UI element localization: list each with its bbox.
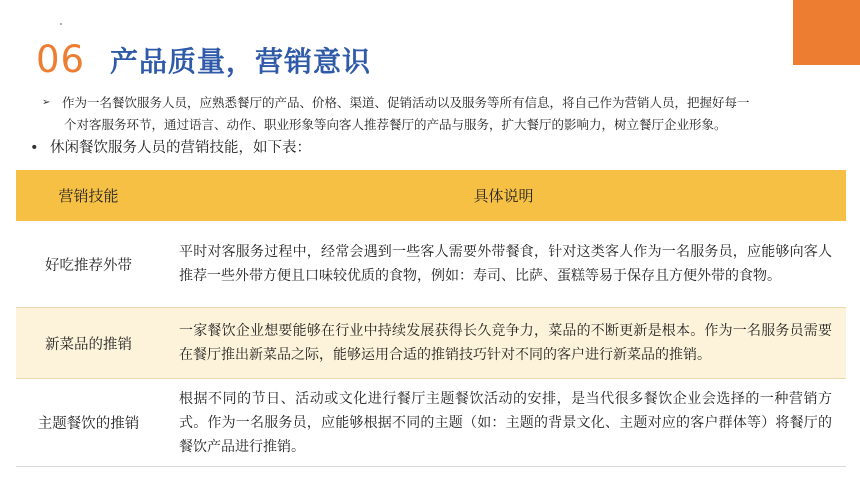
marketing-skills-table [16, 170, 846, 467]
header-skill: 营销技能 [16, 170, 161, 221]
description-cell: 根据不同的节日、活动或文化进行餐厅主题餐饮活动的安排，是当代很多餐饮企业会选择的一种营销方式。作为一名服务员，应能够根据不同的主题（如：主题的背景文化、主题对应的客户群体等）将餐厅的餐饮产品进行推销。 [161, 379, 846, 467]
skill-cell: 好吃推荐外带 [16, 221, 161, 308]
skill-cell: 新菜品的推销 [16, 308, 161, 379]
decorative-dot [60, 23, 62, 25]
section-title: 产品质量，营销意识 [110, 45, 372, 78]
bullet-icon: • [30, 140, 39, 156]
table-row [16, 379, 846, 467]
table-row [16, 221, 846, 308]
arrow-bullet-icon: ➢ [42, 97, 51, 108]
table-header-row [16, 170, 846, 221]
skill-cell: 主题餐饮的推销 [16, 379, 161, 467]
table-row [16, 308, 846, 379]
intro-paragraph [42, 92, 802, 136]
intro-line-1: 作为一名餐饮服务人员，应熟悉餐厅的产品、价格、渠道、促销活动以及服务等所有信息，将自己作为营销人员，把握好每一 [62, 95, 750, 110]
corner-accent-block [793, 0, 860, 65]
bullet-item [30, 136, 311, 160]
description-cell: 一家餐饮企业想要能够在行业中持续发展获得长久竞争力，菜品的不断更新是根本。作为一名服务员需要在餐厅推出新菜品之际，能够运用合适的推销技巧针对不同的客户进行新菜品的推销。 [161, 308, 846, 379]
section-number: 06 [36, 38, 86, 81]
bullet-text: 休闲餐饮服务人员的营销技能，如下表： [50, 140, 311, 156]
description-cell: 平时对客服务过程中，经常会遇到一些客人需要外带餐食，针对这类客人作为一名服务员，应能够向客人推荐一些外带方便且口味较优质的食物，例如：寿司、比萨、蛋糕等易于保存且方便外带的食物。 [161, 221, 846, 308]
header-description: 具体说明 [161, 170, 846, 221]
intro-line-2: 个对客服务环节，通过语言、动作、职业形象等向客人推荐餐厅的产品与服务，扩大餐厅的影响力，树立餐厅企业形象。 [64, 117, 727, 132]
